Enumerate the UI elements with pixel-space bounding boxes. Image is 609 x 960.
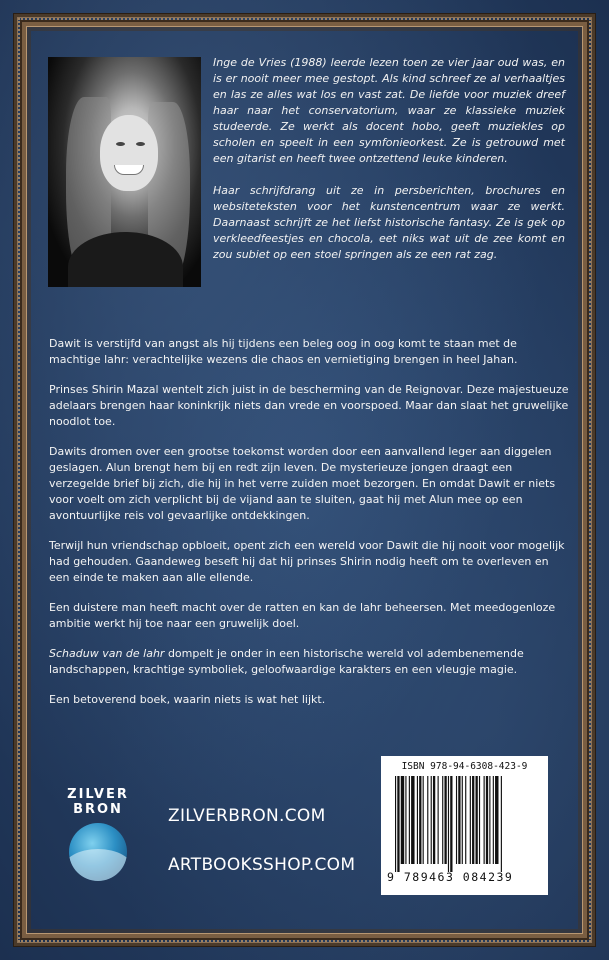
barcode-bars: [387, 774, 542, 872]
barcode-bar: [450, 776, 452, 872]
author-photo-eye: [116, 142, 125, 146]
barcode-bar: [417, 776, 418, 864]
emblem-wave: [69, 849, 127, 881]
barcode-bar: [489, 776, 490, 864]
author-bio-paragraph: Haar schrijfdrang uit ze in persberichten, brochures en websiteteksten voor het kunstencentrum waar ze werkt. Daarnaast schrijft ze het liefst historische fantasy. Ze is gek op verkleedfeestjes en chocola, eet niks wat uit de zee komt en zou subiet op een stoel springen als ze een rat zag.: [213, 184, 565, 261]
barcode-bar: [411, 776, 414, 864]
blurb-paragraph: Prinses Shirin Mazal wentelt zich juist in de bescherming van de Reignovar. Deze majestueuze adelaars brengen haar koninkrijk niets dan vrede en voorspoed. Maar dan slaat het gruwelijke noodlot toe.: [49, 383, 569, 428]
blurb-paragraph: Een duistere man heeft macht over de ratten en kan de lahr beheersen. Met meedogenloze ambitie werkt hij toe naar een gruwelijk doel.: [49, 601, 556, 630]
barcode-bar: [423, 776, 424, 864]
author-photo-face: [100, 115, 158, 191]
barcode-bar: [479, 776, 480, 864]
barcode-bar: [397, 776, 399, 872]
barcode-bar: [433, 776, 435, 864]
barcode-bar: [431, 776, 432, 864]
barcode-digits: 9 789463 084239: [387, 870, 514, 884]
barcode-bar: [493, 776, 494, 864]
isbn-barcode: [381, 756, 548, 895]
blurb-text: dompelt je onder in een historische wereld vol adembenemende landschappen, krachtige symboliek, geloofwaardige karakters en een vleugje magie.: [49, 647, 524, 676]
blurb-paragraph: [49, 646, 570, 678]
barcode-bar: [484, 776, 485, 864]
blurb-paragraph: Een betoverend boek, waarin niets is wat het lijkt.: [49, 693, 326, 706]
publisher-links: [168, 796, 368, 894]
barcode-bar: [470, 776, 471, 864]
publisher-logo: [58, 787, 138, 897]
author-photo: [48, 57, 201, 287]
barcode-bar: [405, 776, 406, 864]
barcode-bar: [458, 776, 460, 864]
barcode-bar: [444, 776, 446, 864]
publisher-website-link[interactable]: ZILVERBRON.COM: [168, 806, 326, 826]
barcode-bar: [427, 776, 428, 864]
publisher-logo-line: ZILVER: [67, 787, 129, 802]
barcode-bar: [465, 776, 466, 864]
barcode-bar: [438, 776, 439, 864]
isbn-label: ISBN 978-94-6308-423-9: [401, 761, 528, 772]
barcode-bar: [501, 776, 502, 872]
barcode-bar: [401, 776, 404, 864]
barcode-bar: [486, 776, 488, 864]
bookshop-website-link[interactable]: ARTBOOKSSHOP.COM: [168, 855, 356, 875]
barcode-bar: [409, 776, 410, 864]
author-bio: [213, 55, 565, 279]
publisher-emblem-icon: [69, 823, 127, 881]
barcode-bar: [395, 776, 396, 872]
barcode-bar: [442, 776, 443, 864]
book-title: Schaduw van de lahr: [49, 647, 165, 660]
blurb-paragraph: Dawits dromen over een grootse toekomst worden door een aanvallend leger aan diggelen geslagen. Alun brengt hem bij en redt zijn leven. De mysterieuze jongen draagt een verzegelde brief bij zich, die hij in het verre zuiden moet bezorgen. En omdat Dawit er niets voor voelt om zich verplicht bij de vijand aan te sluiten, gaat hij met Alun mee op een avontuurlijke reis vol gevaarlijke ontdekkingen.: [49, 445, 556, 522]
author-bio-paragraph: Inge de Vries (1988) leerde lezen toen ze vier jaar oud was, en is er nooit meer mee gestopt. Als kind schreef ze al verhaaltjes en las ze alles wat los en vast zat. De liefde voor muziek dreef haar naar het conservatorium, waar ze klassieke muziek studeerde. Ze werkt als docent hobo, geeft muziekles op scholen en speelt in een symfonieorkest. Ze is getrouwd met een gitarist en heeft twee ontzettend leuke kinderen.: [213, 56, 565, 165]
barcode-bar: [462, 776, 463, 864]
blurb-paragraph: Terwijl hun vriendschap opbloeit, opent zich een wereld voor Dawit die hij nooit voor mogelijk had gehouden. Gaandeweg beseft hij dat hij prinses Shirin nodig heeft om te overleven en een einde te maken aan alle ellende.: [49, 539, 565, 584]
barcode-bar: [495, 776, 498, 864]
barcode-bar: [419, 776, 421, 864]
barcode-bar: [472, 776, 474, 864]
barcode-bar: [456, 776, 457, 864]
author-photo-eye: [136, 142, 145, 146]
publisher-logo-line: BRON: [73, 802, 123, 817]
barcode-bar: [476, 776, 478, 864]
book-blurb: [49, 336, 570, 722]
blurb-paragraph: Dawit is verstijfd van angst als hij tijdens een beleg oog in oog komt te staan met de machtige lahr: verachtelijke wezens die chaos en vernietiging brengen in heel Jahan.: [49, 337, 518, 366]
barcode-bar: [448, 776, 449, 872]
